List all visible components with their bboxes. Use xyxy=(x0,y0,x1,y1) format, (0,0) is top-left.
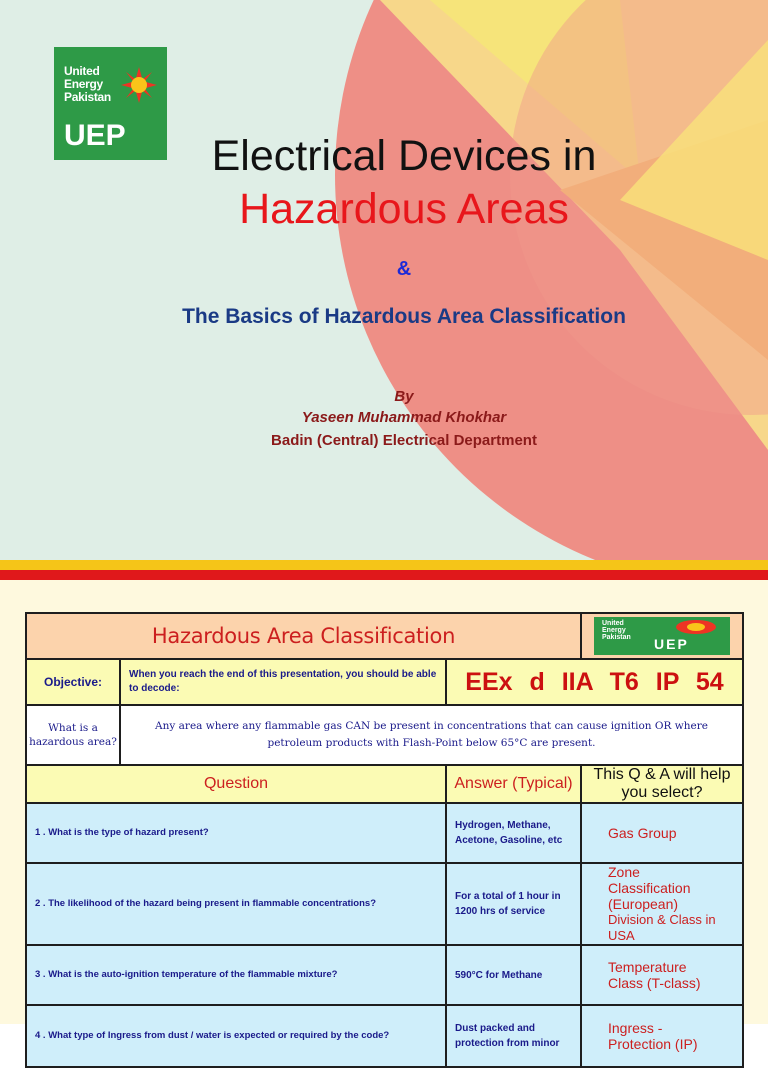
selects-subtext: Division & Class in USA xyxy=(608,912,716,943)
logo-line: Energy xyxy=(64,77,103,91)
answer-cell: Dust packed and protection from minor xyxy=(446,1005,581,1067)
logo-line: United xyxy=(64,64,100,78)
author-name: Yaseen Muhammad Khokhar xyxy=(301,409,507,426)
logo-line: United xyxy=(602,620,624,627)
logo-line: Energy xyxy=(602,627,626,634)
logo-line: Pakistan xyxy=(602,634,631,641)
table-row xyxy=(26,863,743,945)
subtitle: The Basics of Hazardous Area Classification xyxy=(182,305,626,328)
column-header-answer: Answer (Typical) xyxy=(446,765,581,803)
by-label: By xyxy=(394,388,414,405)
question-cell: 4 . What type of Ingress from dust / water is expected or required by the code? xyxy=(26,1005,446,1067)
objective-label: Objective: xyxy=(26,659,120,705)
definition-text: Any area where any flammable gas CAN be present in concentrations that can cause ignition OR where petroleum products with Flash-Point below 65°C are present. xyxy=(120,705,743,765)
table-row xyxy=(26,1005,743,1067)
selects-cell xyxy=(581,1005,743,1067)
column-header-question: Question xyxy=(26,765,446,803)
table-row xyxy=(26,945,743,1005)
question-cell: 2 . The likelihood of the hazard being present in flammable concentrations? xyxy=(26,863,446,945)
answer-cell: Hydrogen, Methane, Acetone, Gasoline, etc xyxy=(446,803,581,863)
selects-cell xyxy=(581,863,743,945)
decode-code: EEx d IIA T6 IP 54 xyxy=(446,659,743,705)
logo-abbr: UEP xyxy=(64,119,126,152)
selects-text: Gas Group xyxy=(608,825,677,841)
question-cell: 1 . What is the type of hazard present? xyxy=(26,803,446,863)
sun-logo-icon xyxy=(674,619,718,635)
ampersand: & xyxy=(396,258,412,280)
logo-line: Pakistan xyxy=(64,90,111,104)
classification-slide xyxy=(0,580,768,1052)
selects-text: Zone Classification (European) xyxy=(608,864,691,912)
question-cell: 3 . What is the auto-ignition temperature of the flammable mixture? xyxy=(26,945,446,1005)
title-line-2: Hazardous Areas xyxy=(239,185,569,233)
answer-cell: 590°C for Methane xyxy=(446,945,581,1005)
department: Badin (Central) Electrical Department xyxy=(271,432,537,449)
uep-logo-small xyxy=(594,617,730,655)
selects-cell xyxy=(581,803,743,863)
logo-abbr: UEP xyxy=(654,636,689,652)
divider-stripe-red xyxy=(0,570,768,580)
definition-label: What is a hazardous area? xyxy=(26,705,120,765)
sun-logo-icon xyxy=(121,67,157,103)
objective-text: When you reach the end of this presentation, you should be able to decode: xyxy=(120,659,446,705)
table-logo-cell xyxy=(581,613,743,659)
table-row xyxy=(26,803,743,863)
answer-cell: For a total of 1 hour in 1200 hrs of service xyxy=(446,863,581,945)
divider-stripe-yellow xyxy=(0,560,768,570)
selects-text: Ingress - Protection (IP) xyxy=(608,1020,698,1052)
classification-table xyxy=(25,612,744,1068)
title-line-1: Electrical Devices in xyxy=(211,132,597,180)
column-header-selects: This Q & A will help you select? xyxy=(581,765,743,803)
selects-text: Temperature Class (T-class) xyxy=(608,959,701,991)
table-title: Hazardous Area Classification xyxy=(26,613,581,659)
selects-cell xyxy=(581,945,743,1005)
